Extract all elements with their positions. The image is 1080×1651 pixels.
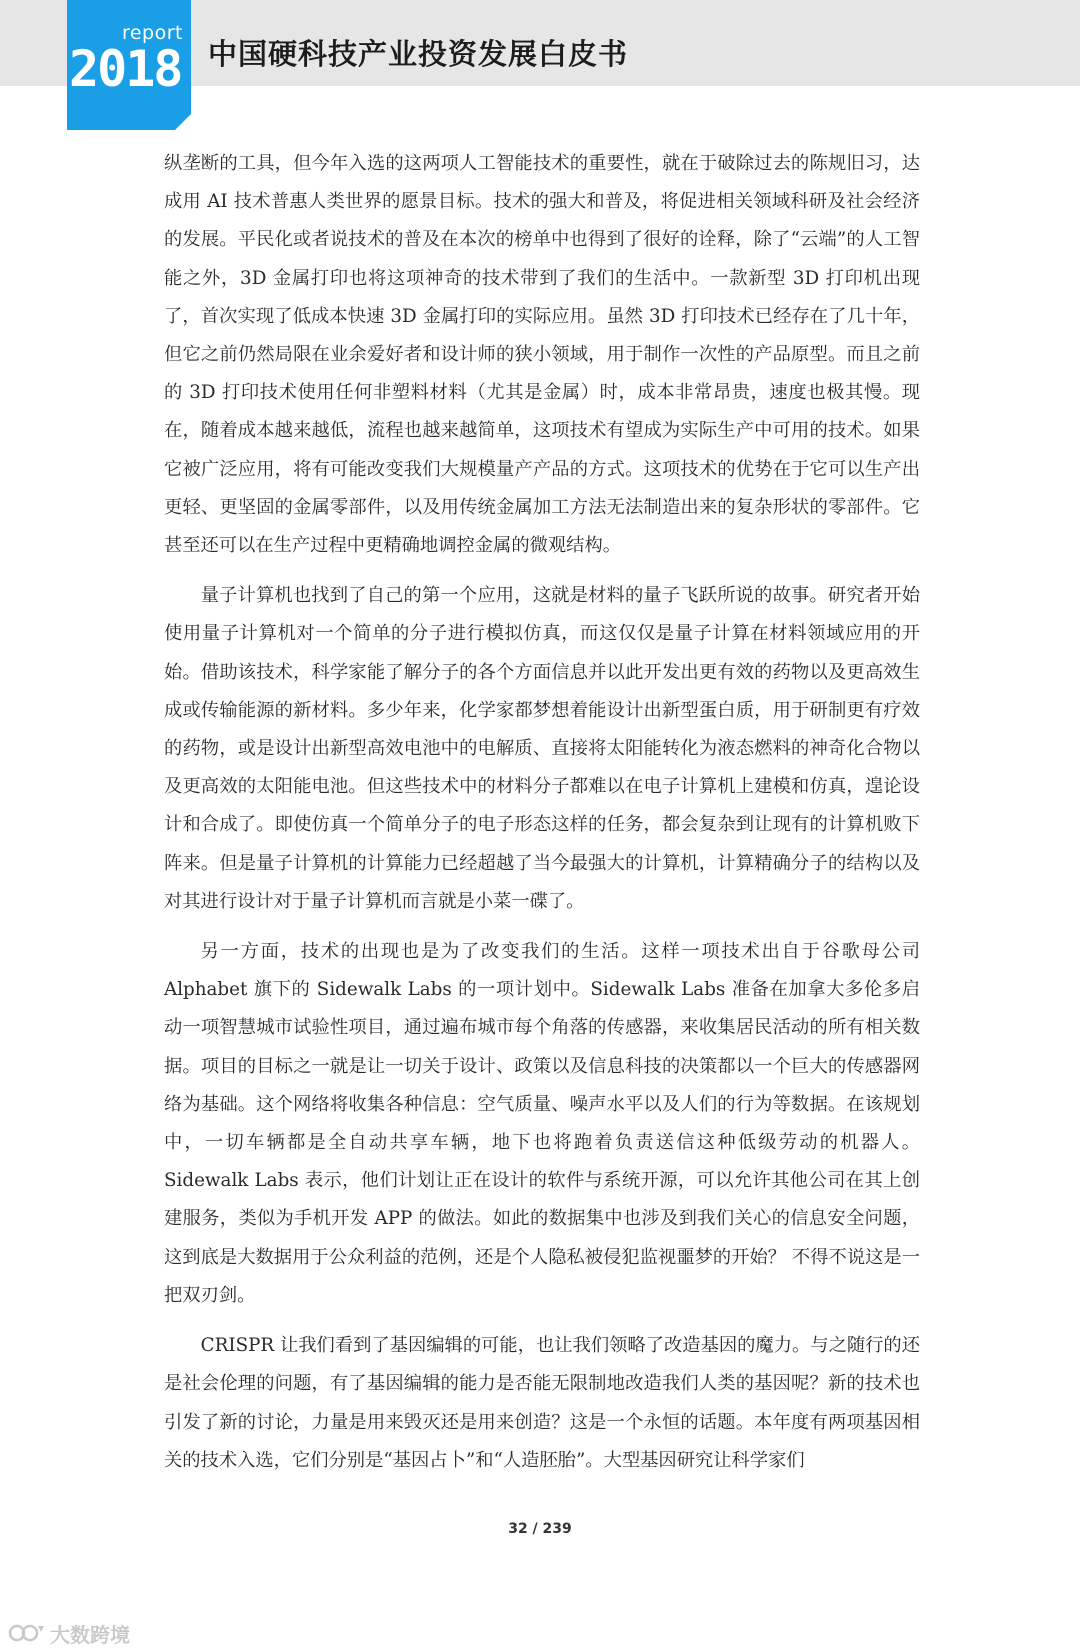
report-year: 2018 xyxy=(69,40,182,98)
report-label: report xyxy=(121,22,183,44)
paragraph-quantum-computing: 量子计算机也找到了自己的第一个应用，这就是材料的量子飞跃所说的故事。研究者开始使用量子计算机对一个简单的分子进行模拟仿真，而这仅仅是量子计算在材料领域应用的开始。借助该技术，科学家能了解分子的各个方面信息并以此开发出更有效的药物以及更高效生成或传输能源的新材料。多少年来，化学家都梦想着能设计出新型蛋白质，用于研制更有疗效的药物，或是设计出新型高效电池中的电解质、直接将太阳能转化为液态燃料的神奇化合物以及更高效的太阳能电池。但这些技术中的材料分子都难以在电子计算机上建模和仿真，遑论设计和合成了。即使仿真一个简单分子的电子形态这样的任务，都会复杂到让现有的计算机败下阵来。但是量子计算机的计算能力已经超越了当今最强大的计算机，计算精确分子的结构以及对其进行设计对于量子计算机而言就是小菜一碟了。 xyxy=(164,585,920,912)
watermark xyxy=(8,1622,130,1647)
paragraph-crispr: CRISPR 让我们看到了基因编辑的可能，也让我们领略了改造基因的魔力。与之随行的还是社会伦理的问题，有了基因编辑的能力是否能无限制地改造我们人类的基因呢？新的技术也引发了新的讨论，力量是用来毁灭还是用来创造？这是一个永恒的话题。本年度有两项基因相关的技术入选，它们分别是“基因占卜”和“人造胚胎”。大型基因研究让科学家们 xyxy=(164,1335,920,1471)
paragraph-smart-city: 另一方面，技术的出现也是为了改变我们的生活。这样一项技术出自于谷歌母公司 Alphabet 旗下的 Sidewalk Labs 的一项计划中。Sidewalk Labs 准备在加拿大多伦多启动一项智慧城市试验性项目，通过遍布城市每个角落的传感器，来收集居民活动的所有相关数据。项目的目标之一就是让一切关于设计、政策以及信息科技的决策都以一个巨大的传感器网络为基础。这个网络将收集各种信息：空气质量、噪声水平以及人们的行为等数据。在该规划中，一切车辆都是全自动共享车辆，地下也将跑着负责送信这种低级劳动的机器人。Sidewalk Labs 表示，他们计划让正在设计的软件与系统开源，可以允许其他公司在其上创建服务，类似为手机开发 APP 的做法。如此的数据集中也涉及到我们关心的信息安全问题，这到底是大数据用于公众利益的范例，还是个人隐私被侵犯监视噩梦的开始？ 不得不说这是一把双刃剑。 xyxy=(164,941,920,1306)
page-number: 32 / 239 xyxy=(508,1521,572,1537)
watermark-logo-icon xyxy=(8,1622,46,1644)
body-text xyxy=(164,145,920,1492)
report-year-badge xyxy=(67,0,191,130)
badge-fold-corner xyxy=(175,114,191,130)
watermark-text: 大数跨境 xyxy=(50,1622,130,1647)
paragraph-continuation: 纵垄断的工具，但今年入选的这两项人工智能技术的重要性，就在于破除过去的陈规旧习，达成用 AI 技术普惠人类世界的愿景目标。技术的强大和普及，将促进相关领域科研及社会经济的发展。平民化或者说技术的普及在本次的榜单中也得到了很好的诠释，除了“云端”的人工智能之外，3D 金属打印也将这项神奇的技术带到了我们的生活中。一款新型 3D 打印机出现了，首次实现了低成本快速 3D 金属打印的实际应用。虽然 3D 打印技术已经存在了几十年，但它之前仍然局限在业余爱好者和设计师的狭小领域，用于制作一次性的产品原型。而且之前的 3D 打印技术使用任何非塑料材料（尤其是金属）时，成本非常昂贵，速度也极其慢。现在，随着成本越来越低，流程也越来越简单，这项技术有望成为实际生产中可用的技术。如果它被广泛应用，将有可能改变我们大规模量产产品的方式。这项技术的优势在于它可以生产出更轻、更坚固的金属零部件，以及用传统金属加工方法无法制造出来的复杂形状的零部件。它甚至还可以在生产过程中更精确地调控金属的微观结构。 xyxy=(164,153,920,557)
document-title: 中国硬科技产业投资发展白皮书 xyxy=(208,37,629,71)
